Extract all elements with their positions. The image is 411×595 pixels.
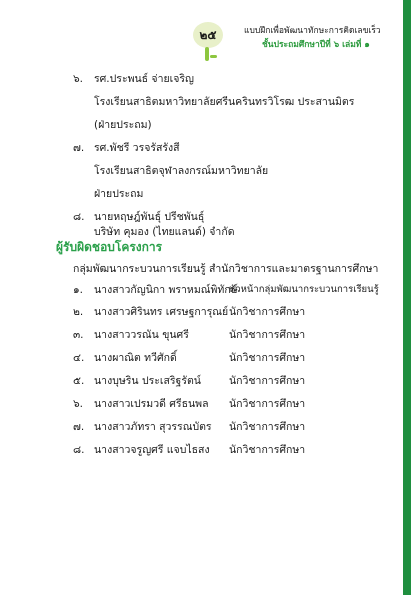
staff-role: นักวิชาการศึกษา [229, 398, 306, 410]
staff-role: นักวิชาการศึกษา [229, 375, 306, 387]
staff-num: ๓. [73, 329, 84, 341]
staff-role: นักวิชาการศึกษา [229, 421, 306, 433]
staff-name: นางบุษริน ประเสริฐรัตน์ [94, 375, 201, 387]
staff-name: นางสาวภัทรา สุวรรณบัตร [94, 421, 212, 433]
page-number-badge: ๒๕ [193, 22, 223, 48]
staff-role: นักวิชาการศึกษา [229, 329, 306, 341]
staff-role: นักวิชาการศึกษา [229, 352, 306, 364]
staff-num: ๖. [73, 398, 84, 410]
staff-name: นางสาวศิรินทร เศรษฐการุณย์ [94, 306, 229, 318]
staff-num: ๘. [73, 444, 85, 456]
committee-num: ๖. [73, 73, 84, 85]
committee-num: ๗. [73, 142, 85, 154]
committee-affiliation-detail: (ฝ่ายประถม) [94, 119, 152, 131]
staff-role: หัวหน้ากลุ่มพัฒนากระบวนการเรียนรู้ [229, 284, 379, 295]
committee-affiliation: โรงเรียนสาธิตจุฬาลงกรณ์มหาวิทยาลัย [94, 165, 269, 177]
book-subtitle: ชั้นประถมศึกษาปีที่ ๖ เล่มที่ ๑ [262, 40, 370, 50]
committee-affiliation: บริษัท คุมอง (ไทยแลนด์) จำกัด [94, 226, 235, 238]
side-color-stripe [403, 0, 411, 595]
leaf-icon-branch [210, 55, 217, 58]
committee-num: ๘. [73, 211, 85, 223]
department-name: กลุ่มพัฒนากระบวนการเรียนรู้ สำนักวิชาการและมาตรฐานการศึกษา [73, 263, 379, 275]
staff-name: นางสาววรณัน ขุนศรี [94, 329, 189, 341]
staff-num: ๑. [73, 284, 84, 296]
section-title: ผู้รับผิดชอบโครงการ [56, 240, 163, 254]
staff-name: นางสาวเปรมวดี ศรีธนพล [94, 398, 209, 410]
committee-name: รศ.ประพนธ์ จ่ายเจริญ [94, 73, 194, 85]
staff-name: นางผาณิต ทวีศักดิ์ [94, 352, 177, 364]
staff-role: นักวิชาการศึกษา [229, 444, 306, 456]
leaf-icon [205, 47, 209, 61]
staff-num: ๔. [73, 352, 85, 364]
book-title: แบบฝึกเพื่อพัฒนาทักษะการคิดเลขเร็ว [244, 26, 381, 36]
committee-name: รศ.พัชรี วรจรัสรังสี [94, 142, 180, 154]
staff-name: นางสาวกัญนิกา พราหมณ์พิทักษ์ [94, 284, 238, 296]
staff-num: ๒. [73, 306, 84, 318]
committee-affiliation: โรงเรียนสาธิตมหาวิทยาลัยศรีนครินทรวิโรฒ ประสานมิตร [94, 96, 355, 108]
staff-num: ๗. [73, 421, 85, 433]
staff-name: นางสาวจรูญศรี แจบไธสง [94, 444, 210, 456]
committee-affiliation-detail: ฝ่ายประถม [94, 188, 144, 200]
staff-role: นักวิชาการศึกษา [229, 306, 306, 318]
staff-num: ๕. [73, 375, 85, 387]
committee-name: นายหฤษฎ์พันธุ์ ปรีชพันธุ์ [94, 211, 205, 223]
